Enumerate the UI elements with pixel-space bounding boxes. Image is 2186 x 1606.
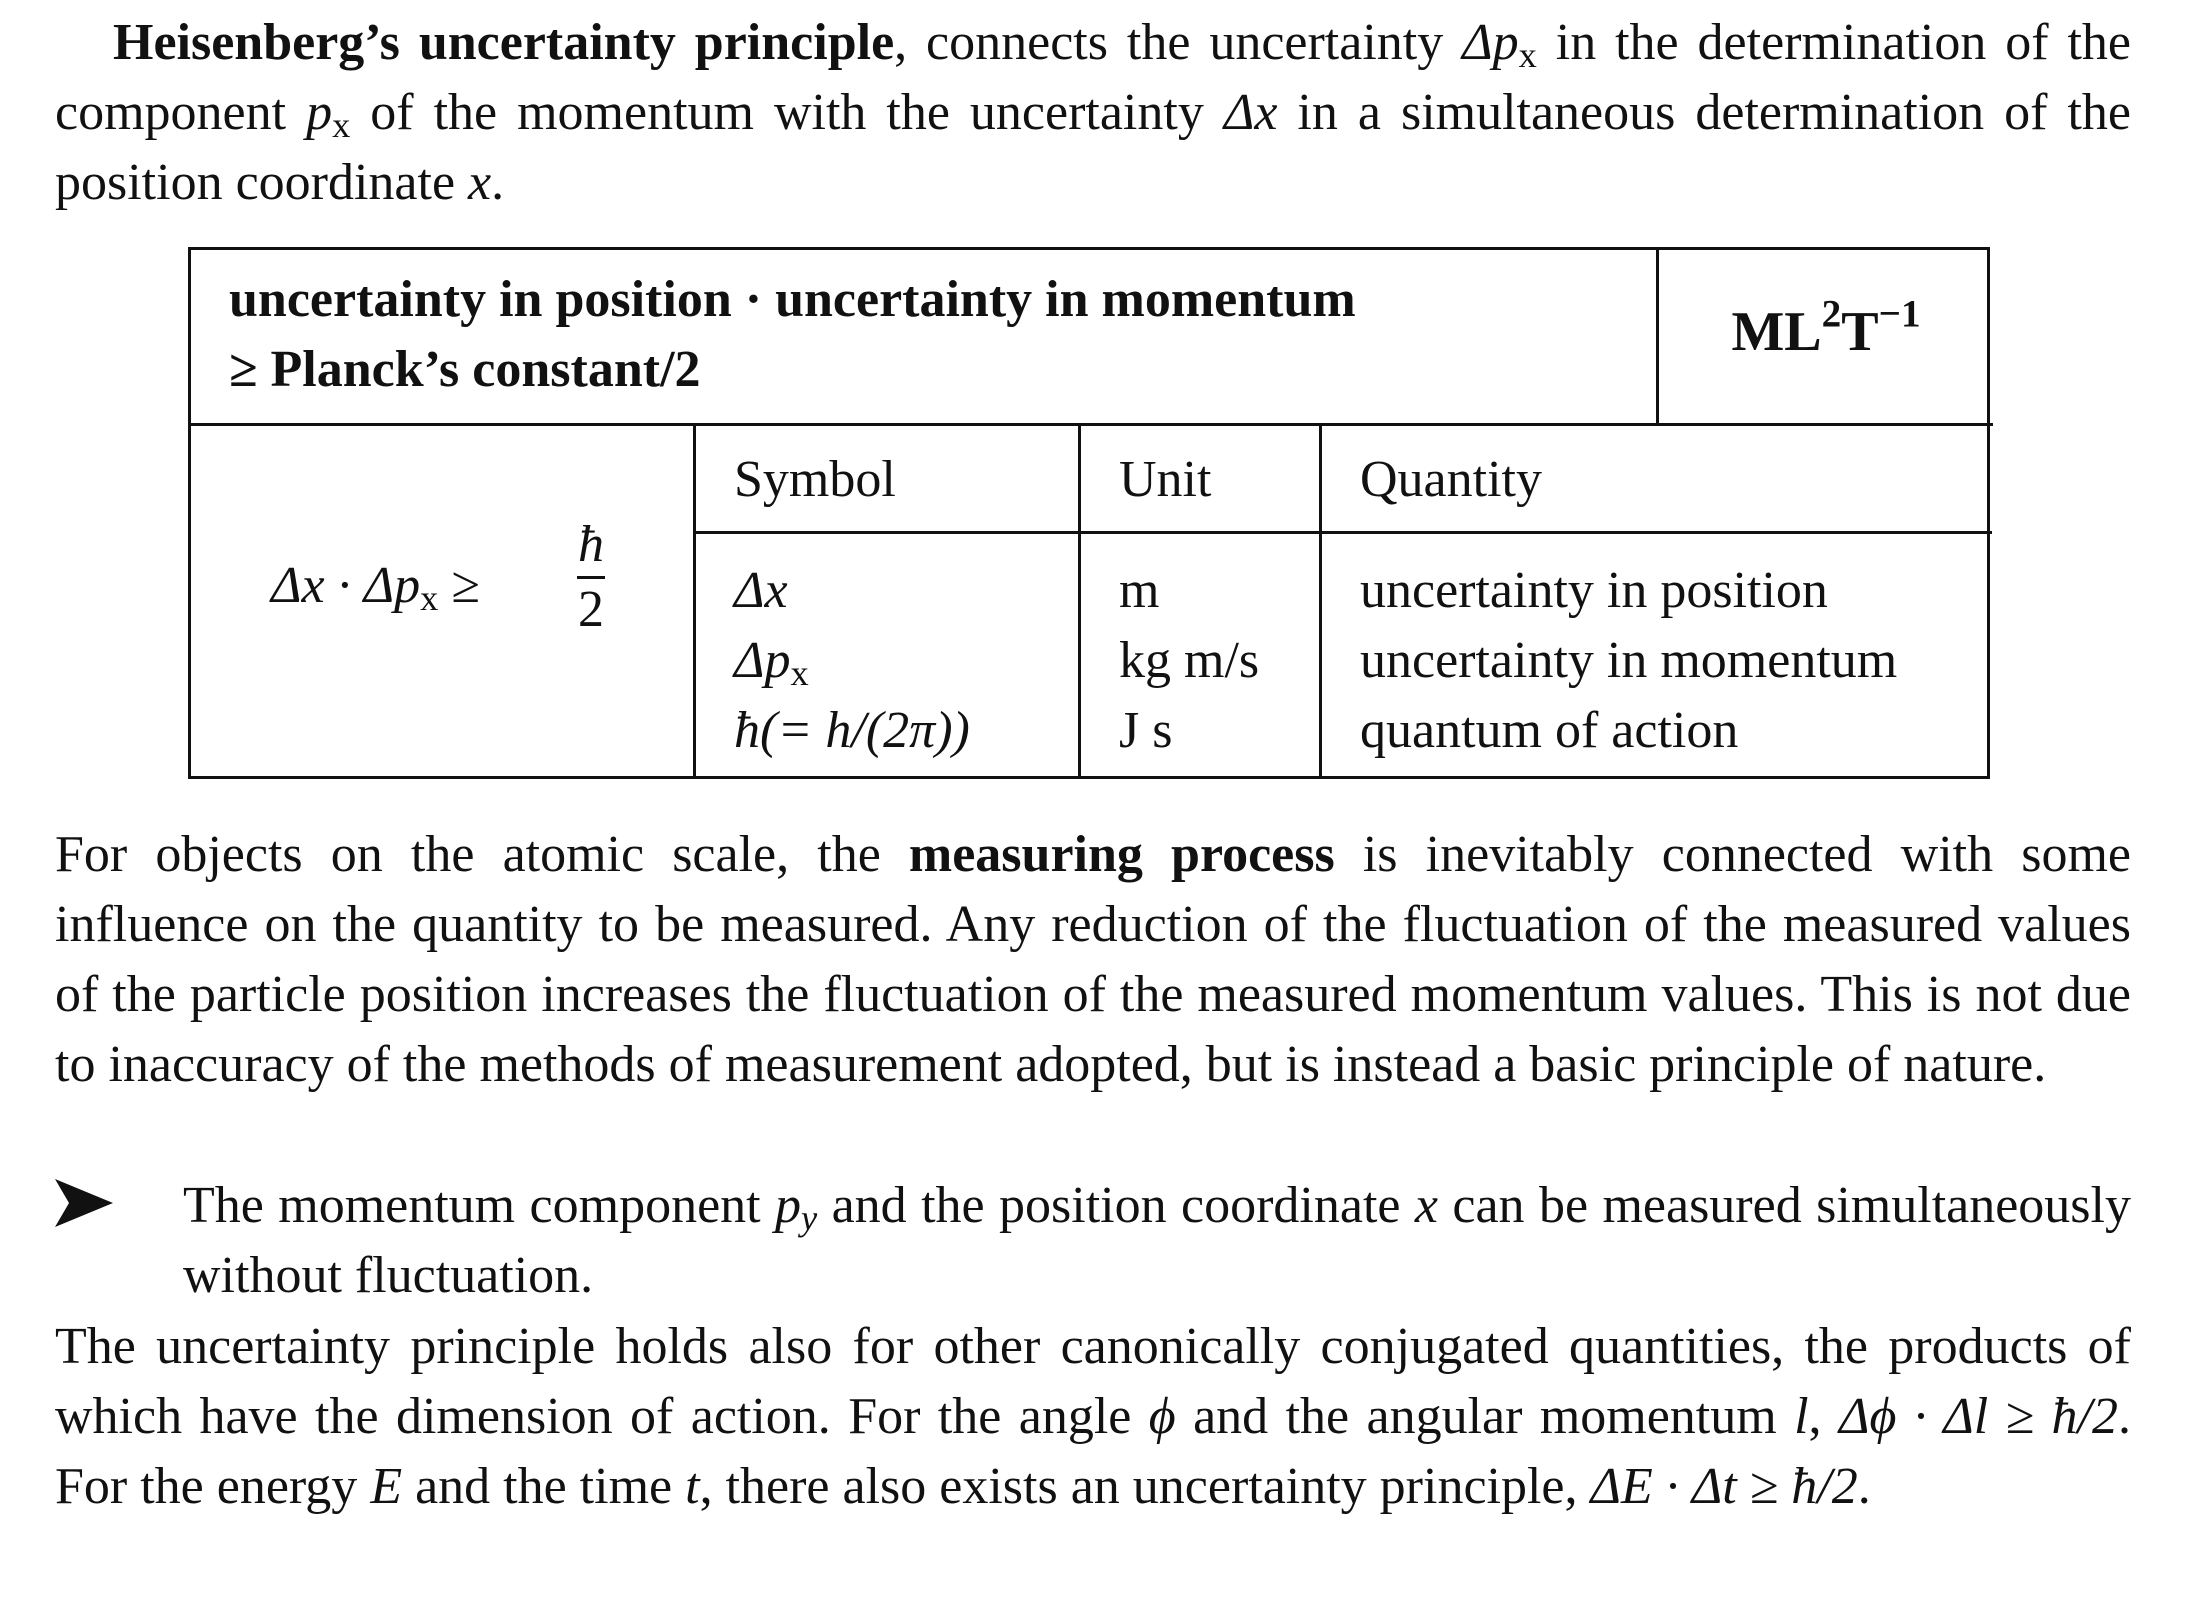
conjugate-paragraph: The uncertainty principle holds also for other canonically conjugated quantities, the products of which have the dimension of action. For the angle ϕ and the angular momentum l, Δϕ · Δl ≥ ħ/2. For the energy E and the time t, there also exists an uncertainty principle, ΔE · Δt ≥ ħ/2. [55, 1318, 2131, 1515]
bullet-text: The momentum component $p_y$ and the position coordinate x can be measured simultaneously without fluctuation. [183, 1177, 2131, 1304]
quantity-cell: uncertainty in momentum [1360, 632, 1898, 689]
box-header-line-2: ≥ Planck’s constant/2 [229, 341, 701, 398]
intro-text-4: in a simultaneous determination of the position coordinate [55, 84, 2131, 211]
measuring-paragraph: For objects on the atomic scale, the measuring process is inevitably connected with some influence on the quantity to be measured. Any reduction of the fluctuation of the measured values of the particle position increases the fluctuation of the measured momentum values. This is not due to inaccuracy of the methods of measurement adopted, but is instead a basic principle of nature. [55, 826, 2131, 1093]
quantity-header: Quantity [1322, 426, 1992, 534]
intro-text-2: in the determination of the component [55, 14, 2131, 141]
formula-cell [191, 426, 696, 779]
intro-paragraph: Heisenberg’s uncertainty principle, connects the uncertainty $\Delta p_x$ in the determination of the component $p_x$ of the momentum with the uncertainty Δx in a simultaneous determination of the position coordinate x. [55, 14, 2131, 211]
intro-text-3: of the momentum with the uncertainty [350, 84, 1224, 141]
intro-term: Heisenberg’s uncertainty principle [113, 14, 895, 71]
symbol-cell: ħ(= h/(2π)) [734, 702, 970, 759]
unit-cell: J s [1119, 702, 1173, 759]
bullet-item [55, 1171, 2131, 1311]
symbol-column [696, 426, 1081, 779]
px-symbol: $p_x$ [306, 84, 351, 145]
quantity-cell: uncertainty in position [1360, 562, 1828, 619]
quantity-column [1322, 426, 1987, 779]
symbol-table [696, 426, 1987, 779]
uncertainty-formula: $\Delta x \cdot \Delta p_x$ ≥ [271, 557, 480, 618]
measuring-term: measuring process [908, 826, 1335, 883]
delta-x-symbol: Δx [1223, 84, 1278, 141]
formula-box [188, 247, 1990, 779]
unit-cell: m [1119, 562, 1160, 619]
quantity-cell: quantum of action [1360, 702, 1739, 759]
unit-header: Unit [1081, 426, 1319, 534]
unit-cell: kg m/s [1119, 632, 1260, 689]
symbol-cell: $\Delta p_x$ [734, 632, 809, 693]
unit-column [1081, 426, 1322, 779]
box-header-line-1: uncertainty in position · uncertainty in momentum [229, 271, 1356, 328]
fraction-bar [577, 576, 605, 579]
symbol-cell: Δx [734, 562, 788, 619]
delta-px-symbol: $\Delta p_x$ [1462, 14, 1537, 75]
intro-text-1: , connects the uncertainty [894, 14, 1463, 71]
box-header [191, 250, 1659, 426]
energy-uncertainty-eq: ΔE · Δt ≥ ħ/2 [1590, 1458, 1858, 1515]
hbar-over-2-fraction: ħ 2 [578, 516, 604, 638]
arrowhead-bullet-icon [55, 1177, 113, 1229]
angle-uncertainty-eq: Δϕ · Δl ≥ ħ/2 [1838, 1388, 2118, 1445]
dimension-cell: $ML^2T^{-1}$ [1659, 250, 1993, 426]
symbol-header: Symbol [696, 426, 1078, 534]
x-symbol: x [468, 154, 492, 211]
